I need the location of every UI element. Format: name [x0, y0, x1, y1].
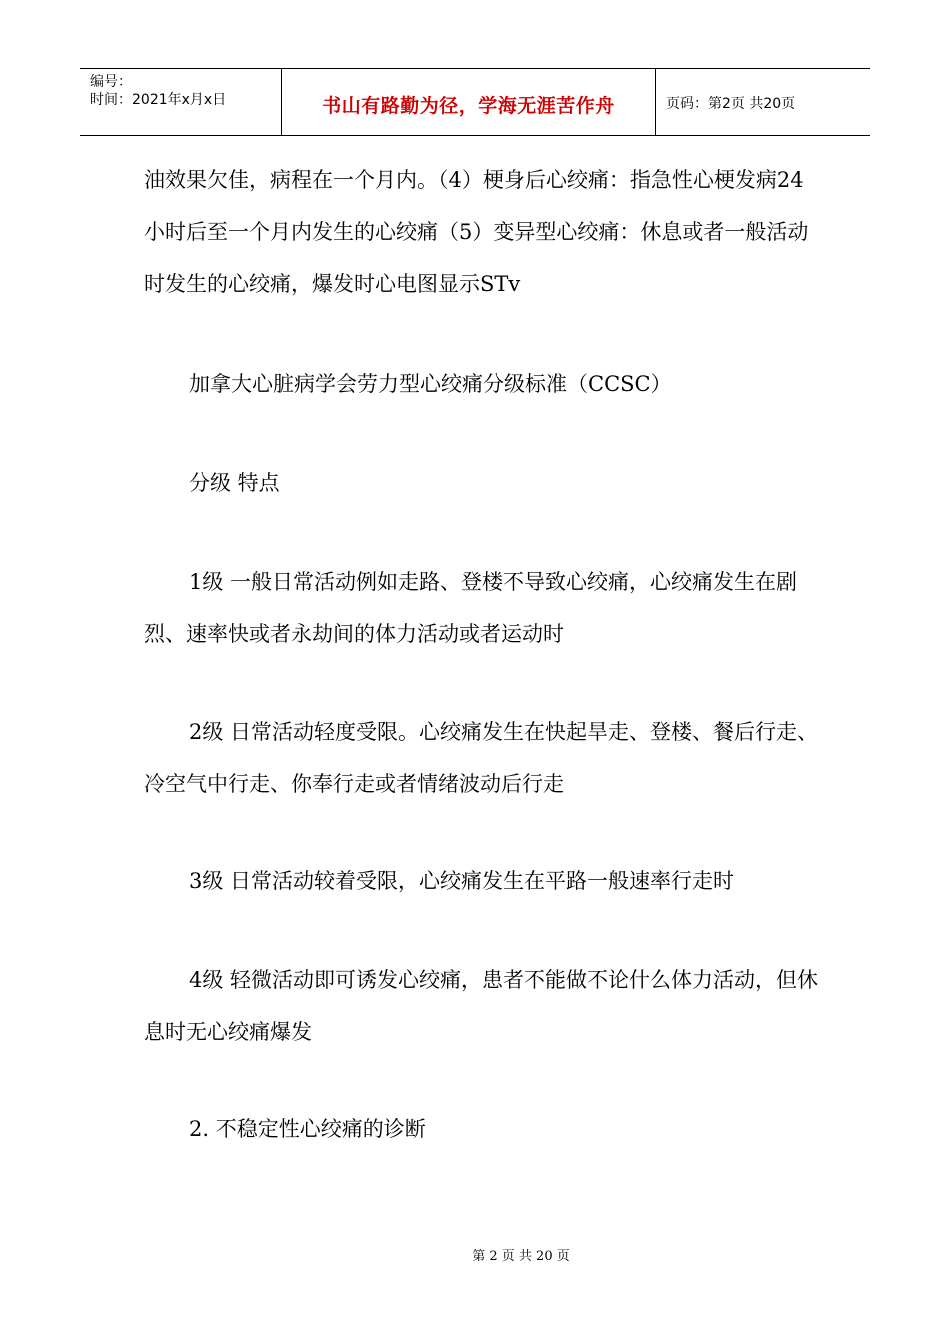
paragraph-continuation — [144, 154, 824, 310]
header-motto-cell — [282, 69, 656, 135]
header-page-info — [656, 69, 870, 135]
header-meta — [80, 69, 282, 135]
paragraph-2: 加拿大心脏病学会劳力型心绞痛分级标准（CCSC） — [189, 372, 672, 396]
footer-page-number: 第 2 页 共 20 页 — [472, 1249, 570, 1264]
date-label: 时间：2021年x月x日 — [90, 92, 227, 108]
paragraph-5: 2级 日常活动轻度受限。心绞痛发生在快起旱走、登楼、餐后行走、冷空气中行走、你奉行走或者情绪波动后行走 — [144, 720, 819, 796]
grade-2 — [144, 706, 824, 810]
paragraph-4: 1级 一般日常活动例如走路、登楼不导致心绞痛，心绞痛发生在剧烈、速率快或者永劫间的体力活动或者运动时 — [144, 570, 798, 646]
grade-header — [144, 457, 824, 509]
page-info: 页码：第2页 共20页 — [666, 96, 796, 112]
ccsc-title — [144, 358, 824, 410]
paragraph-1: 油效果欠佳，病程在一个月内。（4）梗身后心绞痛：指急性心梗发病24小时后至一个月内发生的心绞痛（5）变异型心绞痛：休息或者一般活动时发生的心绞痛，爆发时心电图显示STv — [144, 168, 809, 296]
paragraph-6: 3级 日常活动较着受限，心绞痛发生在平路一般速率行走时 — [189, 869, 735, 893]
paragraph-7: 4级 轻微活动即可诱发心绞痛，患者不能做不论什么体力活动，但休息时无心绞痛爆发 — [144, 968, 819, 1044]
paragraph-3: 分级 特点 — [189, 471, 280, 495]
grade-3 — [144, 855, 824, 907]
motto: 书山有路勤为径，学海无涯苦作舟 — [322, 94, 615, 117]
paragraph-8: 2. 不稳定性心绞痛的诊断 — [189, 1117, 426, 1141]
document-header — [80, 68, 870, 136]
number-label: 编号： — [90, 74, 132, 90]
grade-4 — [144, 954, 824, 1058]
grade-1 — [144, 556, 824, 660]
section-heading — [144, 1103, 824, 1155]
page-footer — [0, 1245, 950, 1264]
